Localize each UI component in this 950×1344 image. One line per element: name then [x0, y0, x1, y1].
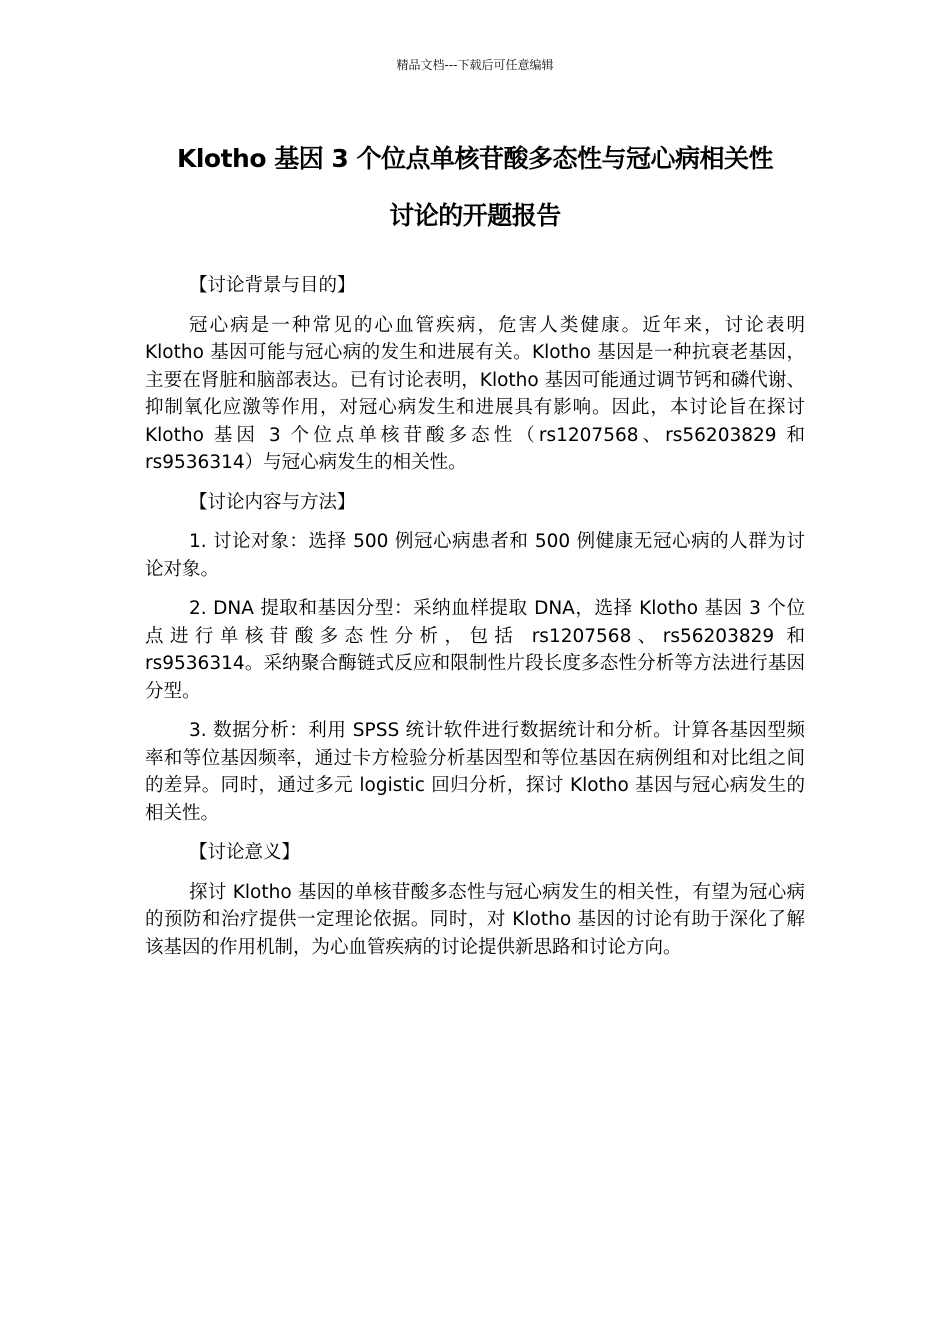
paragraph-significance: 探讨 Klotho 基因的单核苷酸多态性与冠心病发生的相关性，有望为冠心病的预防和治疗提供一定理论依据。同时，对 Klotho 基因的讨论有助于深化了解该基因的作用机制，为心血管疾病的讨论提供新思路和讨论方向。 — [145, 881, 805, 958]
document-body — [145, 272, 805, 973]
document-title-line-1: Klotho 基因 3 个位点单核苷酸多态性与冠心病相关性 — [176, 144, 774, 173]
paragraph-method-analysis: 3. 数据分析：利用 SPSS 统计软件进行数据统计和分析。计算各基因型频率和等位基因频率，通过卡方检验分析基因型和等位基因在病例组和对比组之间的差异。同时，通过多元 logistic 回归分析，探讨 Klotho 基因与冠心病发生的相关性。 — [145, 720, 805, 824]
section-heading-significance: 【讨论意义】 — [189, 842, 301, 863]
page-header: 精品文档---下载后可任意编辑 — [396, 58, 554, 72]
paragraph-method-genotyping: 2. DNA 提取和基因分型：采纳血样提取 DNA，选择 Klotho 基因 3 个位点进行单核苷酸多态性分析，包括 rs1207568、rs56203829 和 rs9536314。采纳聚合酶链式反应和限制性片段长度多态性分析等方法进行基因分型。 — [145, 598, 805, 702]
paragraph-background: 冠心病是一种常见的心血管疾病，危害人类健康。近年来，讨论表明 Klotho 基因可能与冠心病的发生和进展有关。Klotho 基因是一种抗衰老基因，主要在肾脏和脑部表达。已有讨论表明，Klotho 基因可能通过调节钙和磷代谢、抑制氧化应激等作用，对冠心病发生和进展具有影响。因此，本讨论旨在探讨 Klotho 基因 3 个位点单核苷酸多态性（rs1207568、rs56203829 和 rs9536314）与冠心病发生的相关性。 — [145, 314, 805, 473]
document-title-line-2: 讨论的开题报告 — [389, 201, 561, 230]
section-heading-background: 【讨论背景与目的】 — [189, 275, 356, 296]
section-heading-methods: 【讨论内容与方法】 — [189, 491, 356, 513]
paragraph-method-subjects: 1. 讨论对象：选择 500 例冠心病患者和 500 例健康无冠心病的人群为讨论对象。 — [145, 531, 805, 580]
